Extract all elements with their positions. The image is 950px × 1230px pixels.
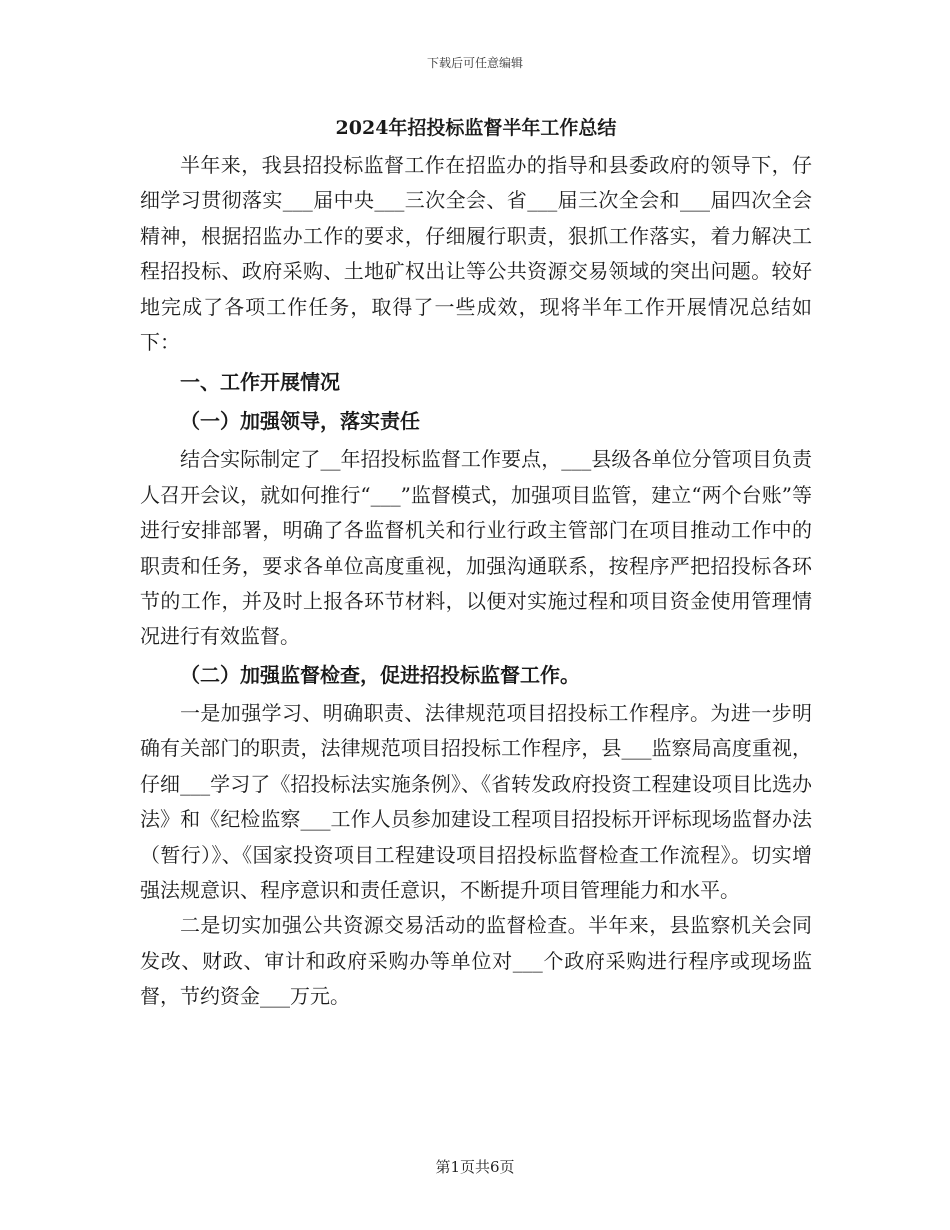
page-number: 第1页共6页 [435,1158,515,1176]
header-note: 下载后可任意编辑 [426,56,523,70]
document-title: 2024年招投标监督半年工作总结 [335,117,617,139]
subsection-2-paragraph-1: 一是加强学习、明确职责、法律规范项目招投标工作程序。为进一步明确有关部门的职责，法律规范项目招投标工作程序，县___监察局高度重视，仔细___学习了《招投标法实施条例》、《省转发政府投资工程建设项目比选办法》和《纪检监察___工作人员参加建设工程项目招投标开评标现场监督办法（暂行）》、《国家投资项目工程建设项目招投标监督检查工作流程》。切实增强法规意识、程序意识和责任意识，不断提升项目管理能力和水平。 [140,700,812,902]
subsection-heading-1: （一）加强领导，落实责任 [180,409,420,434]
subsection-2-paragraph-2: 二是切实加强公共资源交易活动的监督检查。半年来，县监察机关会同发改、财政、审计和政府采购办等单位对___个政府采购进行程序或现场监督，节约资金___万元。 [140,913,812,1009]
intro-paragraph: 半年来，我县招投标监督工作在招监办的指导和县委政府的领导下，仔细学习贯彻落实___届中央___三次全会、省___届三次全会和___届四次全会精神，根据招监办工作的要求，仔细履行职责，狠抓工作落实，着力解决工程招投标、政府采购、土地矿权出让等公共资源交易领域的突出问题。较好地完成了各项工作任务，取得了一些成效，现将半年工作开展情况总结如下： [140,153,812,355]
subsection-heading-2: （二）加强监督检查，促进招投标监督工作。 [180,662,580,687]
document-body [140,112,812,1015]
subsection-1-paragraph: 结合实际制定了__年招投标监督工作要点，___县级各单位分管项目负责人召开会议，就如何推行“___”监督模式，加强项目监管，建立“两个台账”等进行安排部署，明确了各监督机关和行业行政主管部门在项目推动工作中的职责和任务，要求各单位高度重视，加强沟通联系，按程序严把招投标各环节的工作，并及时上报各环节材料，以便对实施过程和项目资金使用管理情况进行有效监督。 [140,447,812,649]
section-heading-1: 一、工作开展情况 [180,370,340,395]
